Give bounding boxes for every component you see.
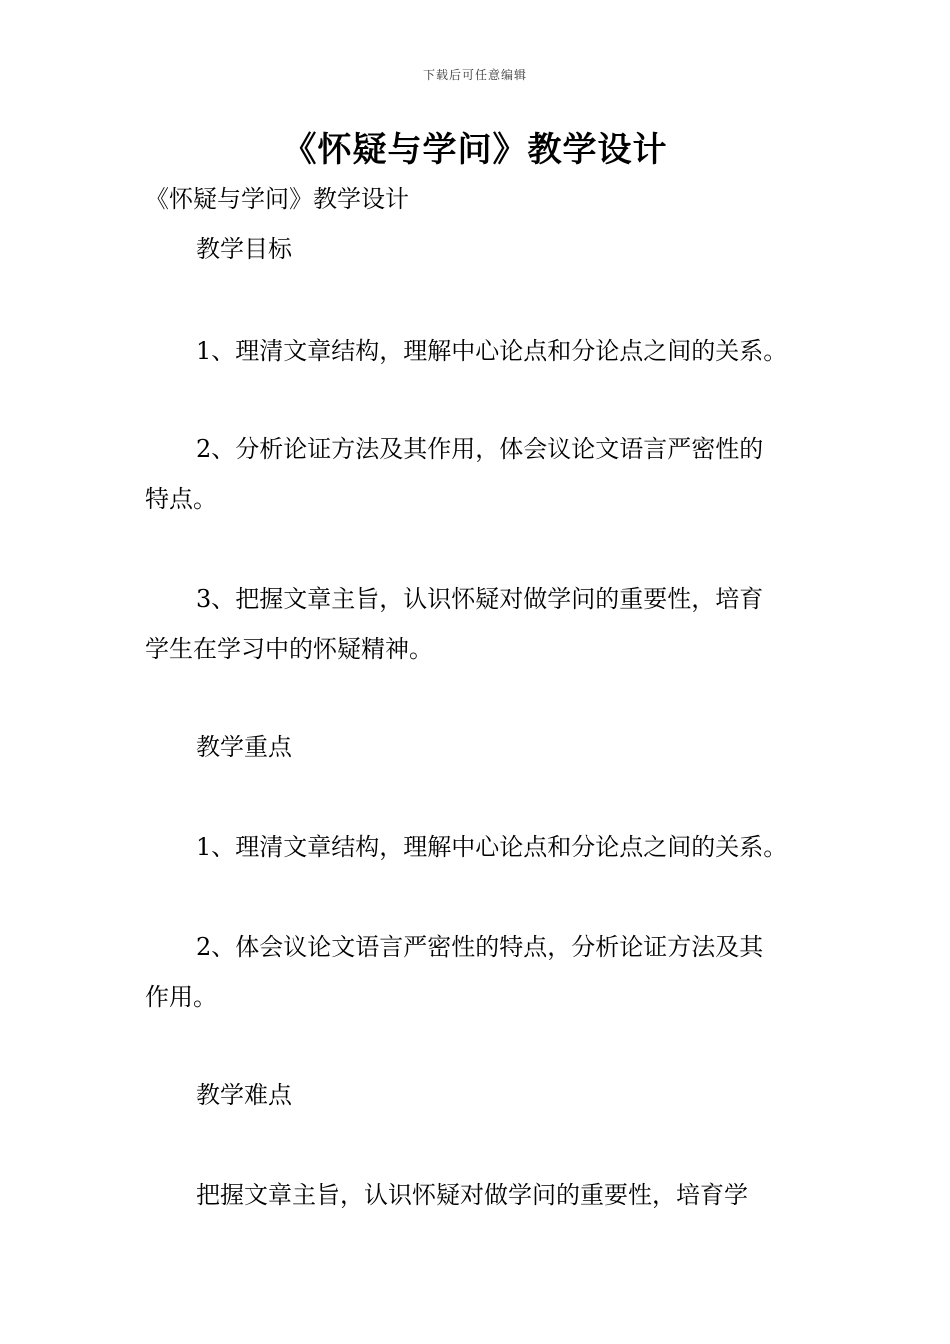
paragraph-line: 学生在学习中的怀疑精神。 bbox=[145, 635, 433, 663]
paragraph-line: 特点。 bbox=[145, 485, 217, 513]
paragraph-line: 1、理清文章结构，理解中心论点和分论点之间的关系。 bbox=[196, 833, 788, 861]
paragraph-line: 作用。 bbox=[145, 983, 217, 1011]
paragraph-line: 2、分析论证方法及其作用，体会议论文语言严密性的 bbox=[196, 435, 764, 463]
section-heading-key-points: 教学重点 bbox=[196, 733, 292, 761]
document-subtitle: 《怀疑与学问》教学设计 bbox=[145, 185, 409, 213]
section-heading-difficulties: 教学难点 bbox=[196, 1081, 292, 1109]
page-header: 下载后可任意编辑 bbox=[422, 68, 527, 82]
paragraph-line: 1、理清文章结构，理解中心论点和分论点之间的关系。 bbox=[196, 337, 788, 365]
section-heading-objectives: 教学目标 bbox=[196, 235, 292, 263]
paragraph-line: 把握文章主旨，认识怀疑对做学问的重要性，培育学 bbox=[196, 1181, 748, 1209]
paragraph-line: 3、把握文章主旨，认识怀疑对做学问的重要性，培育 bbox=[196, 585, 764, 613]
paragraph-line: 2、体会议论文语言严密性的特点，分析论证方法及其 bbox=[196, 933, 764, 961]
document-title: 《怀疑与学问》教学设计 bbox=[282, 130, 668, 170]
